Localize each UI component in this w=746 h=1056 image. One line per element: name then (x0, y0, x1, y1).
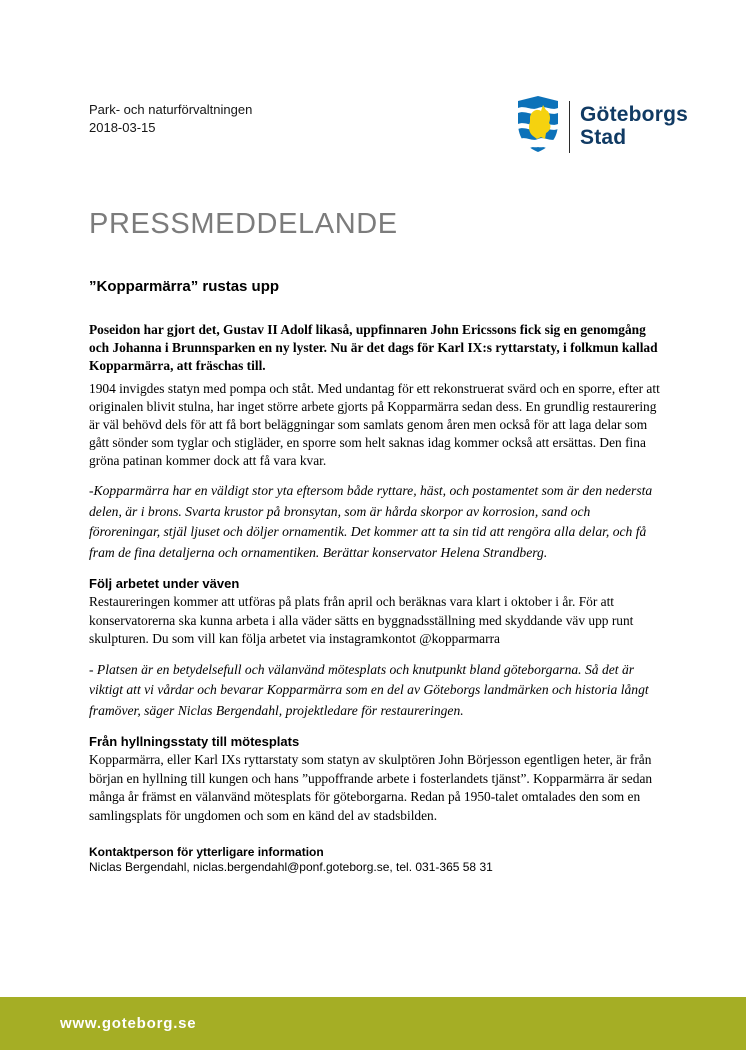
article-body (0, 278, 746, 874)
quote-paragraph-1: -Kopparmärra har en väldigt stor yta eftersom både ryttare, häst, och postamentet som är den nedersta delen, är i brons. Svarta krustor på bronsytan, som är hårda skorpor av korrosion, sand och föroreningar, stjäl ljuset och döljer ornamentik. Det kommer att ta sin tid att rengöra alla delar, och få fram de fina detaljerna och ornamentiken. Berättar konservator Helena Strandberg. (89, 483, 653, 560)
logo-wordmark (580, 104, 688, 149)
sender-block (89, 95, 252, 136)
body-paragraph-2: Restaureringen kommer att utföras på plats från april och beräknas vara klart i oktober i år. För att konservatorerna ska kunna arbeta i alla väder sätts en byggnadsställning med skyddande väv upp runt skulpturen. Du som vill kan följa arbetet via instagramkontot @kopparmarra (89, 594, 634, 646)
logo-divider (569, 101, 570, 153)
lead-paragraph: Poseidon har gjort det, Gustav II Adolf likaså, uppfinnaren John Ericssons fick sig en genomgång och Johanna i Brunnsparken en ny lyster. Nu är det dags för Karl IX:s ryttarstaty, i folkmun kallad Kopparmärra, att fräschas till. (89, 322, 658, 373)
document-type-heading: PRESSMEDDELANDE (89, 208, 398, 240)
body-paragraph-3: Kopparmärra, eller Karl IXs ryttarstaty som statyn av skulptören John Börjesson egentligen heter, är från början en hyllning till kungen och hans ”uppoffrande arbete i fosterlandets tjänst”. Kopparmärra är sedan många år främst en välanvänd mötesplats för göteborgarna. Redan på 1950-talet omtalades den som en samlingsplats för ungdomen och som en känd del av stadsbilden. (89, 752, 653, 823)
footer-bar (0, 997, 746, 1050)
sender-department: Park- och naturförvaltningen (89, 102, 253, 117)
section-heading-2: Från hyllningsstaty till mötesplats (89, 734, 300, 749)
section-heading-1: Följ arbetet under väven (89, 576, 240, 591)
logo-wordmark-line2: Stad (580, 125, 627, 149)
goteborgs-stad-logo (517, 95, 688, 158)
contact-heading: Kontaktperson för ytterligare information (89, 845, 324, 859)
page-header (0, 0, 746, 158)
contact-details: Niclas Bergendahl, niclas.bergendahl@ponf.goteborg.se, tel. 031-365 58 31 (89, 860, 493, 874)
footer-url: www.goteborg.se (60, 1015, 197, 1032)
quote-paragraph-2: - Platsen är en betydelsefull och välanvänd mötesplats och knutpunkt bland göteborgarna. Så det är viktigt att vi vårdar och bevarar Kopparmärra som en del av Göteborgs landmärken och historia långt framöver, säger Niclas Bergendahl, projektledare för restaureringen. (89, 661, 649, 718)
body-paragraph-1: 1904 invigdes statyn med pompa och ståt. Med undantag för ett rekonstruerat svärd och en sporre, efter att originalen blivit stulna, har inget större arbete gjorts på Kopparmärra sedan dess. En grundlig restaurering är väl behövd dels för att få bort beläggningar som samlats genom åren men också för att laga delar som gått sönder som tyglar och stigläder, en sporre som helt saknas idag kommer också att ersättas. Den fina gröna patinan kommer dock att få vara kvar. (89, 381, 660, 468)
article-title: ”Kopparmärra” rustas upp (89, 278, 280, 295)
sender-date: 2018-03-15 (89, 119, 156, 135)
city-crest-icon (517, 95, 559, 158)
logo-wordmark-line1: Göteborgs (580, 102, 688, 126)
